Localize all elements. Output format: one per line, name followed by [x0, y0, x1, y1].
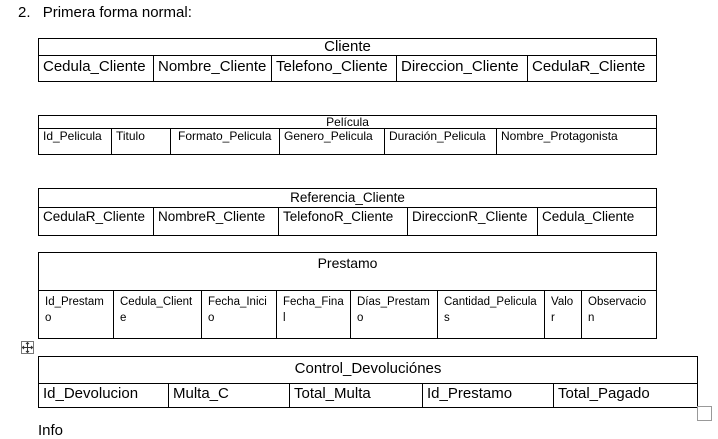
- column-header: Multa_C: [169, 384, 290, 408]
- move-icon: [22, 342, 33, 353]
- column-header: CedulaR_Cliente: [528, 56, 657, 82]
- column-header: Cantidad_Peliculas: [438, 291, 545, 339]
- column-header: Cedula_Cliente: [538, 208, 657, 236]
- column-header: Duración_Pelicula: [385, 129, 497, 155]
- table-move-handle[interactable]: [21, 341, 34, 354]
- column-header: Fecha_Final: [277, 291, 351, 339]
- table-resize-handle[interactable]: [697, 406, 712, 421]
- column-header: Cedula_Cliente: [39, 56, 154, 82]
- column-header: Id_Prestamo: [423, 384, 554, 408]
- column-header: Telefono_Cliente: [272, 56, 397, 82]
- column-header: Total_Multa: [290, 384, 423, 408]
- column-header: Titulo: [112, 129, 171, 155]
- section-heading: [18, 4, 192, 21]
- column-header: Nombre_Protagonista: [497, 129, 657, 155]
- table-prestamo: [38, 252, 657, 339]
- column-header: Valor: [545, 291, 582, 339]
- column-header: TelefonoR_Cliente: [279, 208, 408, 236]
- table-cliente: [38, 38, 657, 82]
- column-header: Id_Prestamo: [39, 291, 114, 339]
- table-control-devoluciones: [38, 356, 698, 408]
- table-referencia-cliente: [38, 188, 657, 236]
- table-title: Película: [39, 116, 657, 129]
- heading-number: 2.: [18, 4, 31, 21]
- column-header: CedulaR_Cliente: [39, 208, 154, 236]
- table-title: Prestamo: [39, 253, 657, 291]
- column-header: Nombre_Cliente: [154, 56, 272, 82]
- column-header: NombreR_Cliente: [154, 208, 279, 236]
- column-header: Direccion_Cliente: [397, 56, 528, 82]
- column-header: Cedula_Cliente: [114, 291, 202, 339]
- heading-text: Primera forma normal:: [42, 4, 192, 21]
- column-header: DireccionR_Cliente: [408, 208, 538, 236]
- next-paragraph-text: Info: [38, 422, 64, 439]
- column-header: Genero_Pelicula: [280, 129, 385, 155]
- column-header: Observacion: [582, 291, 657, 339]
- table-pelicula: [38, 115, 657, 155]
- table-title: Control_Devoluciónes: [39, 357, 698, 384]
- column-header: Fecha_Inicio: [202, 291, 277, 339]
- column-header: Formato_Pelicula: [171, 129, 280, 155]
- column-header: Id_Pelicula: [39, 129, 112, 155]
- column-header: Id_Devolucion: [39, 384, 169, 408]
- table-title: Cliente: [39, 39, 657, 56]
- column-header: Total_Pagado: [554, 384, 698, 408]
- column-header: Días_Prestamo: [351, 291, 438, 339]
- table-title: Referencia_Cliente: [39, 189, 657, 208]
